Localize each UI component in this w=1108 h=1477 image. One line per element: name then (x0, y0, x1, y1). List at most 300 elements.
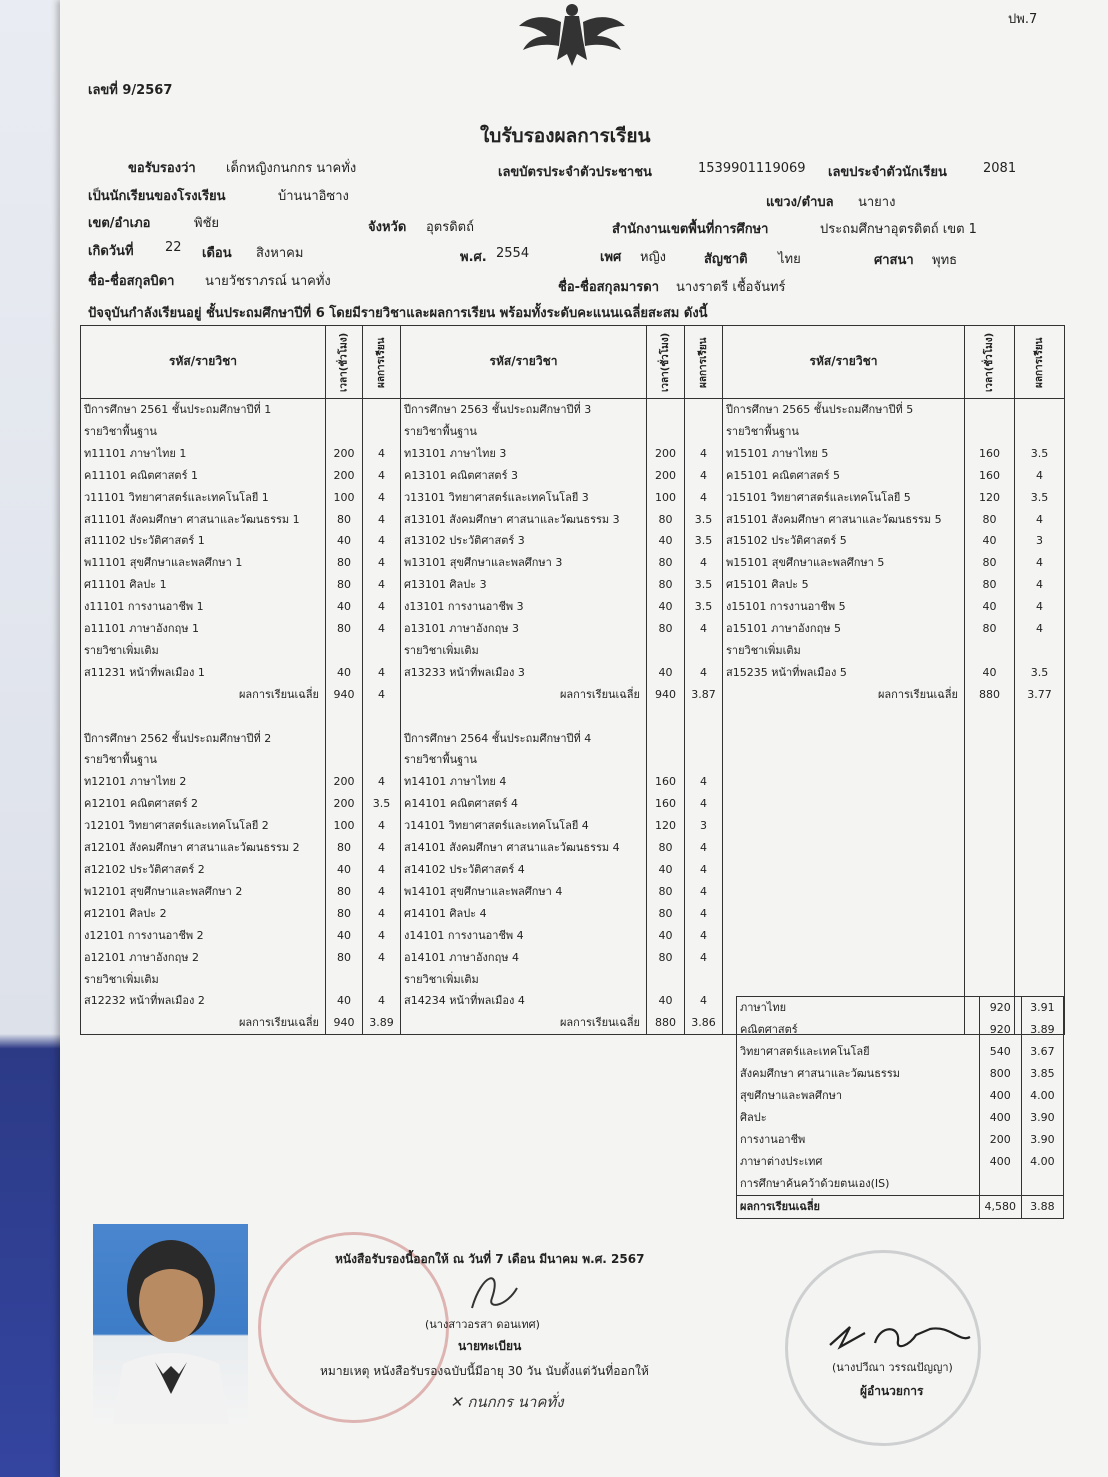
grade-cell: 3 (1015, 530, 1065, 552)
subject-cell: ศ15101 ศิลปะ 5 (723, 574, 965, 596)
hours-header: เวลา(ชั่วโมง) (965, 326, 1015, 399)
hours-cell (326, 421, 363, 443)
table-row (81, 574, 1065, 596)
summary-area: วิทยาศาสตร์และเทคโนโลยี (737, 1041, 980, 1063)
hours-cell: 80 (326, 618, 363, 640)
hours-cell: 200 (326, 465, 363, 487)
subject-cell (723, 925, 965, 947)
summary-grade: 4.00 (1021, 1085, 1063, 1107)
subject-cell: ง14101 การงานอาชีพ 4 (401, 925, 647, 947)
grade-cell: 4 (363, 487, 401, 509)
grade-cell: 4 (363, 771, 401, 793)
subject-cell: ผลการเรียนเฉลี่ย (401, 1012, 647, 1034)
subject-cell: ส14101 สังคมศึกษา ศาสนาและวัฒนธรรม 4 (401, 837, 647, 859)
subject-cell (401, 706, 647, 728)
sex-value: หญิง (640, 250, 666, 265)
birth-month-value: สิงหาคม (256, 246, 304, 261)
hours-cell (326, 969, 363, 991)
table-row (81, 947, 1065, 969)
birth-month-label: เดือน (202, 246, 232, 261)
hours-cell: 80 (326, 574, 363, 596)
subject-header: รหัส/รายวิชา (81, 326, 326, 399)
hours-cell: 200 (326, 443, 363, 465)
grade-cell: 4 (685, 903, 723, 925)
summary-grade: 3.85 (1021, 1063, 1063, 1085)
summary-row (737, 1151, 1064, 1173)
table-row (81, 640, 1065, 662)
summary-row (737, 1063, 1064, 1085)
student-photo (93, 1224, 248, 1424)
subject-cell: ส15101 สังคมศึกษา ศาสนาและวัฒนธรรม 5 (723, 509, 965, 531)
hours-header: เวลา(ชั่วโมง) (326, 326, 363, 399)
table-row (81, 728, 1065, 750)
subject-cell: พ13101 สุขศึกษาและพลศึกษา 3 (401, 552, 647, 574)
summary-row (737, 1041, 1064, 1063)
grade-cell: 3.5 (685, 509, 723, 531)
hours-cell (647, 421, 685, 443)
grade-cell: 4 (685, 552, 723, 574)
father-value: นายวัชราภรณ์ นาคทั่ง (205, 274, 331, 289)
birth-day-label: เกิดวันที่ (88, 244, 134, 259)
subject-cell: ค12101 คณิตศาสตร์ 2 (81, 793, 326, 815)
grade-cell (363, 969, 401, 991)
province-value: อุตรดิตถ์ (426, 220, 474, 235)
subject-cell: ท14101 ภาษาไทย 4 (401, 771, 647, 793)
summary-row (737, 1085, 1064, 1107)
hours-cell: 80 (965, 574, 1015, 596)
subject-cell: ส12101 สังคมศึกษา ศาสนาและวัฒนธรรม 2 (81, 837, 326, 859)
summary-grade: 3.91 (1021, 997, 1063, 1020)
student-portrait-icon (93, 1224, 248, 1424)
hours-cell: 40 (326, 990, 363, 1012)
hours-cell (965, 947, 1015, 969)
grade-cell: 4 (1015, 465, 1065, 487)
hours-cell: 160 (965, 465, 1015, 487)
hours-cell: 200 (326, 771, 363, 793)
hours-cell: 40 (647, 990, 685, 1012)
grade-cell: 3.77 (1015, 684, 1065, 706)
grade-cell: 3.5 (685, 530, 723, 552)
grade-cell: 3.5 (1015, 662, 1065, 684)
subject-cell: ค13101 คณิตศาสตร์ 3 (401, 465, 647, 487)
grade-cell (1015, 421, 1065, 443)
summary-hours: 920 (979, 1019, 1021, 1041)
hours-cell: 160 (647, 793, 685, 815)
father-label: ชื่อ-ชื่อสกุลบิดา (88, 274, 175, 289)
hours-cell: 40 (326, 925, 363, 947)
subject-cell: ส15235 หน้าที่พลเมือง 5 (723, 662, 965, 684)
subject-cell (81, 706, 326, 728)
table-row (81, 618, 1065, 640)
grade-cell: 4 (685, 618, 723, 640)
grade-cell (1015, 903, 1065, 925)
nationality-label: สัญชาติ (704, 252, 748, 267)
hours-cell: 160 (965, 443, 1015, 465)
subject-cell: รายวิชาเพิ่มเติม (401, 969, 647, 991)
subject-cell (723, 793, 965, 815)
subject-header: รหัส/รายวิชา (401, 326, 647, 399)
subject-cell: ส14234 หน้าที่พลเมือง 4 (401, 990, 647, 1012)
subject-cell (723, 815, 965, 837)
hours-cell: 80 (326, 509, 363, 531)
subject-cell: ง13101 การงานอาชีพ 3 (401, 596, 647, 618)
grade-cell (1015, 859, 1065, 881)
grade-cell: 3.5 (1015, 443, 1065, 465)
subject-cell: ปีการศึกษา 2565 ชั้นประถมศึกษาปีที่ 5 (723, 399, 965, 421)
subject-cell: ส12102 ประวัติศาสตร์ 2 (81, 859, 326, 881)
summary-hours: 800 (979, 1063, 1021, 1085)
grade-cell: 4 (685, 771, 723, 793)
summary-total-grade: 3.88 (1021, 1196, 1063, 1219)
subject-cell (723, 728, 965, 750)
summary-area: ศิลปะ (737, 1107, 980, 1129)
grade-cell: 4 (363, 530, 401, 552)
grade-cell (1015, 771, 1065, 793)
hours-cell: 80 (326, 903, 363, 925)
grade-cell: 3.89 (363, 1012, 401, 1034)
birth-year-value: 2554 (496, 246, 530, 261)
hours-cell (326, 640, 363, 662)
hours-cell: 880 (965, 684, 1015, 706)
subject-cell (723, 859, 965, 881)
religion-label: ศาสนา (874, 253, 914, 268)
grade-cell: 4 (685, 465, 723, 487)
subject-cell: ส12232 หน้าที่พลเมือง 2 (81, 990, 326, 1012)
grade-cell: 4 (1015, 596, 1065, 618)
grade-cell (363, 728, 401, 750)
grade-cell: 4 (363, 859, 401, 881)
student-id-label: เลขประจำตัวนักเรียน (828, 165, 947, 180)
hours-cell: 40 (326, 530, 363, 552)
subject-cell: รายวิชาเพิ่มเติม (81, 969, 326, 991)
subject-cell: รายวิชาพื้นฐาน (81, 421, 326, 443)
religion-value: พุทธ (932, 253, 958, 268)
hours-cell (647, 640, 685, 662)
subject-cell: ง15101 การงานอาชีพ 5 (723, 596, 965, 618)
summary-row (737, 1173, 1064, 1196)
hours-cell (965, 859, 1015, 881)
hours-cell: 40 (965, 596, 1015, 618)
table-row (81, 881, 1065, 903)
grade-cell: 3.86 (685, 1012, 723, 1034)
subject-cell: อ14101 ภาษาอังกฤษ 4 (401, 947, 647, 969)
grade-cell (363, 399, 401, 421)
table-row (81, 771, 1065, 793)
hours-cell: 80 (647, 552, 685, 574)
hours-cell (647, 706, 685, 728)
grade-cell (1015, 728, 1065, 750)
hours-cell (965, 793, 1015, 815)
table-row (81, 596, 1065, 618)
grade-cell (1015, 640, 1065, 662)
hours-cell: 120 (965, 487, 1015, 509)
hours-cell: 100 (326, 815, 363, 837)
grade-cell: 3.87 (685, 684, 723, 706)
subject-cell: ผลการเรียนเฉลี่ย (401, 684, 647, 706)
summary-total-hours: 4,580 (979, 1196, 1021, 1219)
subject-cell: ศ11101 ศิลปะ 1 (81, 574, 326, 596)
hours-cell: 80 (647, 903, 685, 925)
grade-cell: 4 (685, 859, 723, 881)
hours-cell: 80 (326, 837, 363, 859)
hours-cell (965, 881, 1015, 903)
current-statement: ปัจจุบันกำลังเรียนอยู่ ชั้นประถมศึกษาปีที่ 6 โดยมีรายวิชาและผลการเรียน พร้อมทั้งระดับคะแนนเฉลี่ยสะสม ดังนี้ (88, 306, 708, 321)
subject-cell: ปีการศึกษา 2562 ชั้นประถมศึกษาปีที่ 2 (81, 728, 326, 750)
subject-cell (723, 771, 965, 793)
summary-grade: 3.89 (1021, 1019, 1063, 1041)
garuda-emblem-icon (515, 0, 630, 70)
subdistrict-value: นายาง (858, 195, 896, 210)
id-card-value: 1539901119069 (698, 161, 806, 176)
hours-cell: 80 (647, 837, 685, 859)
subject-cell: รายวิชาเพิ่มเติม (401, 640, 647, 662)
subject-cell: ปีการศึกษา 2563 ชั้นประถมศึกษาปีที่ 3 (401, 399, 647, 421)
hours-cell: 200 (326, 793, 363, 815)
summary-grade: 4.00 (1021, 1151, 1063, 1173)
grade-cell (1015, 947, 1065, 969)
grade-cell (363, 749, 401, 771)
subject-cell: ศ14101 ศิลปะ 4 (401, 903, 647, 925)
hours-cell: 80 (647, 509, 685, 531)
hours-cell: 40 (965, 662, 1015, 684)
summary-grade (1021, 1173, 1063, 1196)
grade-cell: 4 (1015, 509, 1065, 531)
grade-cell: 4 (685, 881, 723, 903)
office-value: ประถมศึกษาอุตรดิตถ์ เขต 1 (820, 222, 977, 237)
hours-cell: 940 (326, 1012, 363, 1034)
hours-cell: 80 (647, 574, 685, 596)
grade-cell (685, 969, 723, 991)
director-signature-icon (820, 1315, 980, 1360)
hours-cell: 80 (965, 552, 1015, 574)
hours-cell (326, 728, 363, 750)
grade-cell: 4 (363, 684, 401, 706)
province-label: จังหวัด (368, 220, 407, 235)
grade-cell: 4 (363, 990, 401, 1012)
hours-cell: 940 (647, 684, 685, 706)
table-row (81, 552, 1065, 574)
hours-header: เวลา(ชั่วโมง) (647, 326, 685, 399)
grade-cell: 4 (363, 881, 401, 903)
subject-cell: ง12101 การงานอาชีพ 2 (81, 925, 326, 947)
table-row (81, 859, 1065, 881)
summary-total-row (737, 1196, 1064, 1219)
grade-cell: 4 (1015, 552, 1065, 574)
district-value: พิชัย (194, 216, 220, 231)
subject-cell: ท12101 ภาษาไทย 2 (81, 771, 326, 793)
grade-cell (363, 640, 401, 662)
table-row (81, 925, 1065, 947)
form-code: ปพ.7 (1008, 12, 1038, 27)
table-row (81, 749, 1065, 771)
hours-cell: 80 (326, 881, 363, 903)
registrar-signature-icon (462, 1268, 522, 1313)
grade-cell: 4 (363, 903, 401, 925)
grade-cell (363, 706, 401, 728)
hours-cell (965, 749, 1015, 771)
subject-cell: ว13101 วิทยาศาสตร์และเทคโนโลยี 3 (401, 487, 647, 509)
hours-cell (965, 969, 1015, 991)
table-row (81, 837, 1065, 859)
grade-cell: 4 (363, 662, 401, 684)
summary-area: สังคมศึกษา ศาสนาและวัฒนธรรม (737, 1063, 980, 1085)
subject-cell: ปีการศึกษา 2561 ชั้นประถมศึกษาปีที่ 1 (81, 399, 326, 421)
hours-cell: 100 (326, 487, 363, 509)
validity-note: หมายเหตุ หนังสือรับรองฉบับนี้มีอายุ 30 วัน นับตั้งแต่วันที่ออกให้ (320, 1364, 649, 1378)
grade-cell: 4 (363, 947, 401, 969)
table-row (81, 487, 1065, 509)
grade-cell: 4 (363, 596, 401, 618)
grade-cell (685, 749, 723, 771)
hours-cell: 40 (326, 662, 363, 684)
subject-cell: ปีการศึกษา 2564 ชั้นประถมศึกษาปีที่ 4 (401, 728, 647, 750)
subject-cell: รายวิชาเพิ่มเติม (81, 640, 326, 662)
school-value: บ้านนาอิซาง (278, 189, 349, 204)
table-row (81, 443, 1065, 465)
subject-cell: ศ12101 ศิลปะ 2 (81, 903, 326, 925)
grade-header: ผลการเรียน (1015, 326, 1065, 399)
hours-cell (326, 749, 363, 771)
hours-cell (326, 706, 363, 728)
grades-table (80, 325, 1065, 1035)
birth-year-label: พ.ศ. (460, 250, 487, 265)
grade-cell: 4 (363, 925, 401, 947)
hours-cell: 80 (326, 552, 363, 574)
summary-table (736, 996, 1064, 1219)
grade-cell (1015, 815, 1065, 837)
subject-cell: ส13233 หน้าที่พลเมือง 3 (401, 662, 647, 684)
grade-cell: 4 (685, 487, 723, 509)
summary-hours: 200 (979, 1129, 1021, 1151)
summary-row (737, 1107, 1064, 1129)
issue-statement: หนังสือรับรองนี้ออกให้ ณ วันที่ 7 เดือน มีนาคม พ.ศ. 2567 (335, 1252, 645, 1266)
subject-cell: ส15102 ประวัติศาสตร์ 5 (723, 530, 965, 552)
summary-total-label: ผลการเรียนเฉลี่ย (737, 1196, 980, 1219)
summary-area: สุขศึกษาและพลศึกษา (737, 1085, 980, 1107)
grade-cell: 4 (363, 552, 401, 574)
table-header (81, 326, 1065, 399)
grade-cell (1015, 969, 1065, 991)
subject-cell: ส11231 หน้าที่พลเมือง 1 (81, 662, 326, 684)
subject-cell (723, 749, 965, 771)
birth-day-value: 22 (165, 240, 182, 255)
hours-cell: 80 (326, 947, 363, 969)
grade-cell: 3.5 (1015, 487, 1065, 509)
subject-cell (723, 881, 965, 903)
summary-grade: 3.90 (1021, 1129, 1063, 1151)
student-id-value: 2081 (983, 161, 1017, 176)
office-label: สำนักงานเขตพื้นที่การศึกษา (612, 222, 769, 237)
hours-cell: 40 (647, 596, 685, 618)
grade-header: ผลการเรียน (685, 326, 723, 399)
grade-cell (1015, 749, 1065, 771)
hours-cell (965, 925, 1015, 947)
summary-grade: 3.90 (1021, 1107, 1063, 1129)
subject-cell: ผลการเรียนเฉลี่ย (723, 684, 965, 706)
hours-cell: 100 (647, 487, 685, 509)
certify-label: ขอรับรองว่า (128, 161, 196, 176)
grade-cell (685, 399, 723, 421)
grade-cell (1015, 399, 1065, 421)
table-row (81, 530, 1065, 552)
grades-body (81, 399, 1065, 1035)
grade-cell: 4 (685, 793, 723, 815)
subject-cell: ค15101 คณิตศาสตร์ 5 (723, 465, 965, 487)
table-row (81, 903, 1065, 925)
hours-cell: 40 (647, 662, 685, 684)
subject-cell: ท15101 ภาษาไทย 5 (723, 443, 965, 465)
subject-cell: ส13102 ประวัติศาสตร์ 3 (401, 530, 647, 552)
summary-row (737, 1019, 1064, 1041)
subject-header: รหัส/รายวิชา (723, 326, 965, 399)
subject-cell: อ11101 ภาษาอังกฤษ 1 (81, 618, 326, 640)
summary-hours: 400 (979, 1151, 1021, 1173)
subject-cell (723, 947, 965, 969)
table-row (81, 815, 1065, 837)
page-title: ใบรับรองผลการเรียน (480, 125, 651, 147)
summary-hours: 920 (979, 997, 1021, 1020)
hours-cell: 80 (965, 618, 1015, 640)
subject-cell: ส11102 ประวัติศาสตร์ 1 (81, 530, 326, 552)
director-title: ผู้อำนวยการ (860, 1384, 924, 1398)
grade-cell: 4 (685, 947, 723, 969)
hours-cell (965, 903, 1015, 925)
subject-cell: รายวิชาพื้นฐาน (81, 749, 326, 771)
hours-cell (965, 771, 1015, 793)
grade-cell: 4 (363, 465, 401, 487)
grade-cell (685, 728, 723, 750)
subject-cell: อ13101 ภาษาอังกฤษ 3 (401, 618, 647, 640)
hours-cell (965, 815, 1015, 837)
school-label: เป็นนักเรียนของโรงเรียน (88, 189, 226, 204)
table-row (81, 509, 1065, 531)
subject-cell: ท11101 ภาษาไทย 1 (81, 443, 326, 465)
hours-cell (965, 728, 1015, 750)
hours-cell: 40 (326, 859, 363, 881)
hours-cell: 80 (647, 618, 685, 640)
summary-hours (979, 1173, 1021, 1196)
subject-cell: ส13101 สังคมศึกษา ศาสนาและวัฒนธรรม 3 (401, 509, 647, 531)
grade-cell: 4 (363, 837, 401, 859)
grade-cell: 4 (363, 815, 401, 837)
hours-cell: 40 (965, 530, 1015, 552)
hours-cell: 160 (647, 771, 685, 793)
subject-cell: รายวิชาเพิ่มเติม (723, 640, 965, 662)
hours-cell: 40 (647, 530, 685, 552)
id-card-label: เลขบัตรประจำตัวประชาชน (498, 165, 652, 180)
subject-cell: รายวิชาพื้นฐาน (723, 421, 965, 443)
subject-cell: ศ13101 ศิลปะ 3 (401, 574, 647, 596)
summary-row (737, 997, 1064, 1020)
grade-cell (1015, 793, 1065, 815)
summary-row (737, 1129, 1064, 1151)
grade-cell: 3.5 (363, 793, 401, 815)
hours-cell: 40 (647, 925, 685, 947)
subject-cell: ว14101 วิทยาศาสตร์และเทคโนโลยี 4 (401, 815, 647, 837)
grade-cell: 3.5 (685, 574, 723, 596)
table-row (81, 684, 1065, 706)
hours-cell (647, 728, 685, 750)
hours-cell: 880 (647, 1012, 685, 1034)
grade-cell: 4 (1015, 618, 1065, 640)
district-label: เขต/อำเภอ (88, 216, 151, 231)
hours-cell (647, 399, 685, 421)
subject-cell: อ15101 ภาษาอังกฤษ 5 (723, 618, 965, 640)
subdistrict-label: แขวง/ตำบล (766, 195, 834, 210)
grade-cell (1015, 837, 1065, 859)
subject-cell (723, 903, 965, 925)
nationality-value: ไทย (778, 252, 801, 267)
